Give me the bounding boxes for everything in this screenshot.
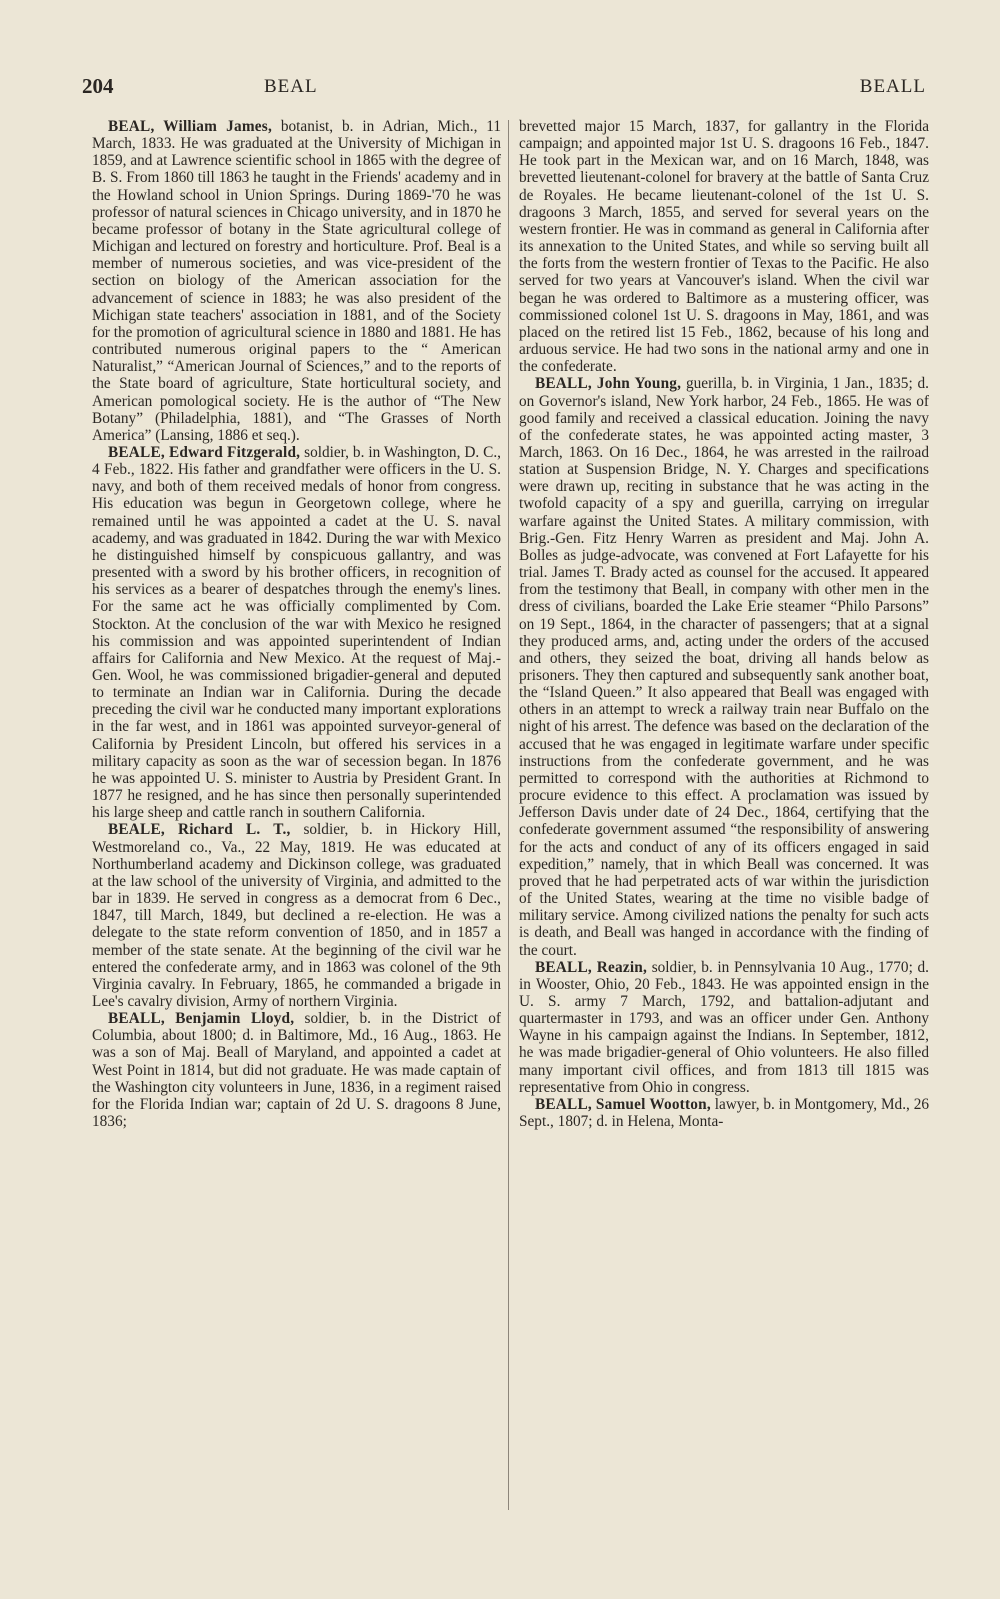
- entry-richard-beale: [92, 821, 501, 1010]
- entry-headword: BEAL, William James,: [108, 118, 272, 135]
- entry-body: botanist, b. in Adrian, Mich., 11 March, 1833. He was graduated at the University of Michigan in 1859, and at Lawrence scientific school in 1865 with the degree of B. S. From 1860 till 1863 he taught in the Friends' academy and in the Howland school in Union Springs. During 1869-'70 he was professor of natural sciences in Chicago university, and in 1870 he became professor of botany in the State agricultural college of Michigan and lectured on forestry and horticulture. Prof. Beal is a member of numerous societies, and was vice-president of the section on biology of the American association for the advancement of science in 1883; he was also president of the Michigan state teachers' association in 1881, and of the Society for the promotion of agricultural science in 1880 and 1881. He has contributed numerous original papers to the “ American Naturalist,” “American Journal of Sciences,” and to the reports of the State board of agriculture, State horticultural society, and American pomological society. He is the author of “The New Botany” (Philadelphia, 1881), and “The Grasses of North America” (Lansing, 1886 et seq.).: [92, 118, 501, 444]
- entry-headword: BEALL, Samuel Wootton,: [535, 1095, 711, 1113]
- entry-body: soldier, b. in the District of Columbia, about 1800; d. in Baltimore, Md., 16 Aug., 1863. He was a son of Maj. Beall of Maryland, and appointed a cadet at West Point in 1814, but did not graduate. He was made captain of the Washington city volunteers in June, 1836, in a regiment raised for the Florida Indian war; captain of 2d U. S. dragoons 8 June, 1836;: [92, 1010, 501, 1131]
- column-divider: [508, 120, 509, 1510]
- page-number: 204: [82, 74, 114, 98]
- entry-body: soldier, b. in Hickory Hill, Westmoreland co., Va., 22 May, 1819. He was educated at Northumberland academy and Dickinson college, was graduated at the law school of the university of Virginia, and admitted to the bar in 1839. He served in congress as a democrat from 6 Dec., 1847, till March, 1849, but declined a re-election. He was a delegate to the state reform convention of 1850, and in 1857 a member of the state senate. At the beginning of the civil war he entered the confederate army, and in 1863 was colonel of the 9th Virginia cavalry. In February, 1865, he commanded a brigade in Lee's cavalry division, Army of northern Virginia.: [92, 821, 501, 1010]
- entry-body: soldier, b. in Washington, D. C., 4 Feb., 1822. His father and grandfather were officers in the U. S. navy, and both of them received medals of honor from congress. His education was begun in Georgetown college, where he remained until he was appointed a cadet at the U. S. naval academy, and was graduated in 1842. During the war with Mexico he distinguished himself by conspicuous gallantry, and was presented with a sword by his brother officers, in recognition of his services as a bearer of despatches through the enemy's lines. For the same act he was officially complimented by Com. Stockton. At the conclusion of the war with Mexico he resigned his commission and was appointed superintendent of Indian affairs for California and New Mexico. At the request of Maj.-Gen. Wool, he was commissioned brigadier-general and deputed to terminate an Indian war in California. During the decade preceding the civil war he conducted many important explorations in the far west, and in 1861 was appointed surveyor-general of California by President Lincoln, but offered his services in a military capacity as soon as the war of secession began. In 1876 he was appointed U. S. minister to Austria by President Grant. In 1877 he resigned, and he has since then personally superintended his large sheep and cattle ranch in southern California.: [92, 443, 501, 822]
- entry-edward-fitzgerald-beale: [92, 444, 501, 821]
- entry-headword: BEALL, John Young,: [535, 375, 682, 393]
- right-column: [519, 118, 929, 1568]
- right-running-head: BEALL: [859, 76, 926, 97]
- entry-william-james-beal: [92, 118, 501, 444]
- entry-reazin-beall: [519, 959, 929, 1096]
- left-running-head: BEAL: [264, 76, 318, 97]
- left-column: [92, 118, 501, 1568]
- entry-body: lawyer, b. in Montgomery, Md., 26 Sept., 1807; d. in Helena, Monta-: [519, 1095, 929, 1131]
- entry-benjamin-lloyd-beall: [92, 1010, 501, 1130]
- entry-benjamin-lloyd-beall-continued: [519, 118, 929, 375]
- entry-body: brevetted major 15 March, 1837, for gallantry in the Florida campaign; and appointed major 1st U. S. dragoons 16 Feb., 1847. He took part in the Mexican war, and on 16 March, 1848, was brevetted lieutenant-colonel for bravery at the battle of Santa Cruz de Royales. He became lieutenant-colonel of the 1st U. S. dragoons 3 March, 1855, and served for several years on the western frontier. He was in command as general in California after its annexation to the United States, and while so serving built all the forts from the western frontier of Texas to the Pacific. He also served for two years at Vancouver's island. When the civil war began he was ordered to Baltimore as a mustering officer, was commissioned colonel 1st U. S. dragoons in May, 1861, and was placed on the retired list 15 Feb., 1862, because of his long and arduous service. He had two sons in the national army and one in the confederate.: [519, 118, 929, 376]
- entry-headword: BEALL, Reazin,: [535, 958, 648, 976]
- entry-body: guerilla, b. in Virginia, 1 Jan., 1835; d. on Governor's island, New York harbor, 24 Feb., 1865. He was of good family and received a classical education. Joining the navy of the confederate states, he was appointed acting master, 3 March, 1863. On 16 Dec., 1864, he was arrested in the railroad station at Suspension Bridge, N. Y. Charges and specifications were drawn up, reciting in substance that he was acting in the twofold capacity of a spy and guerilla, carrying on irregular warfare against the United States. A military commission, with Brig.-Gen. Fitz Henry Warren as president and Maj. John A. Bolles as judge-advocate, was convened at Fort Lafayette for his trial. James T. Brady acted as counsel for the accused. It appeared from the testimony that Beall, in company with other men in the dress of civilians, boarded the Lake Erie steamer “Philo Parsons” on 19 Sept., 1864, in the character of passengers; that at a signal they produced arms, and, acting under the orders of the accused and others, they seized the boat, driving all hands below as prisoners. They then captured and subsequently sank another boat, the “Island Queen.” It also appeared that Beall was engaged with others in an attempt to wreck a railway train near Buffalo on the night of his arrest. The defence was based on the declaration of the accused that he was engaged in legitimate warfare under specific instructions from the confederate government, and he was permitted to correspond with the authorities at Richmond to procure evidence to this effect. A proclamation was issued by Jefferson Davis under date of 24 Dec., 1864, certifying that the confederate government assumed “the responsibility of answering for the acts and conduct of any of its officers engaged in said expedition,” namely, that in which Beall was concerned. It was proved that he had perpetrated acts of war within the jurisdiction of the United States, wearing at the time no visible badge of military service. Among civilized nations the penalty for such acts is death, and Beall was hanged in accordance with the finding of the court.: [519, 375, 929, 959]
- entry-headword: BEALE, Edward Fitzgerald,: [108, 443, 301, 461]
- entry-samuel-wootton-beall: [519, 1096, 929, 1130]
- entry-headword: BEALL, Benjamin Lloyd,: [108, 1010, 295, 1028]
- entry-headword: BEALE, Richard L. T.,: [108, 821, 291, 839]
- entry-body: soldier, b. in Pennsylvania 10 Aug., 1770; d. in Wooster, Ohio, 20 Feb., 1843. He was appointed ensign in the U. S. army 7 March, 1792, and battalion-adjutant and quartermaster in 1793, and was an officer under Gen. Anthony Wayne in his campaign against the Indians. In September, 1812, he was made brigadier-general of Ohio volunteers. He also filled many important civil offices, and from 1813 till 1815 was representative from Ohio in congress.: [519, 958, 929, 1096]
- entry-john-young-beall: [519, 375, 929, 958]
- running-head: [82, 74, 926, 104]
